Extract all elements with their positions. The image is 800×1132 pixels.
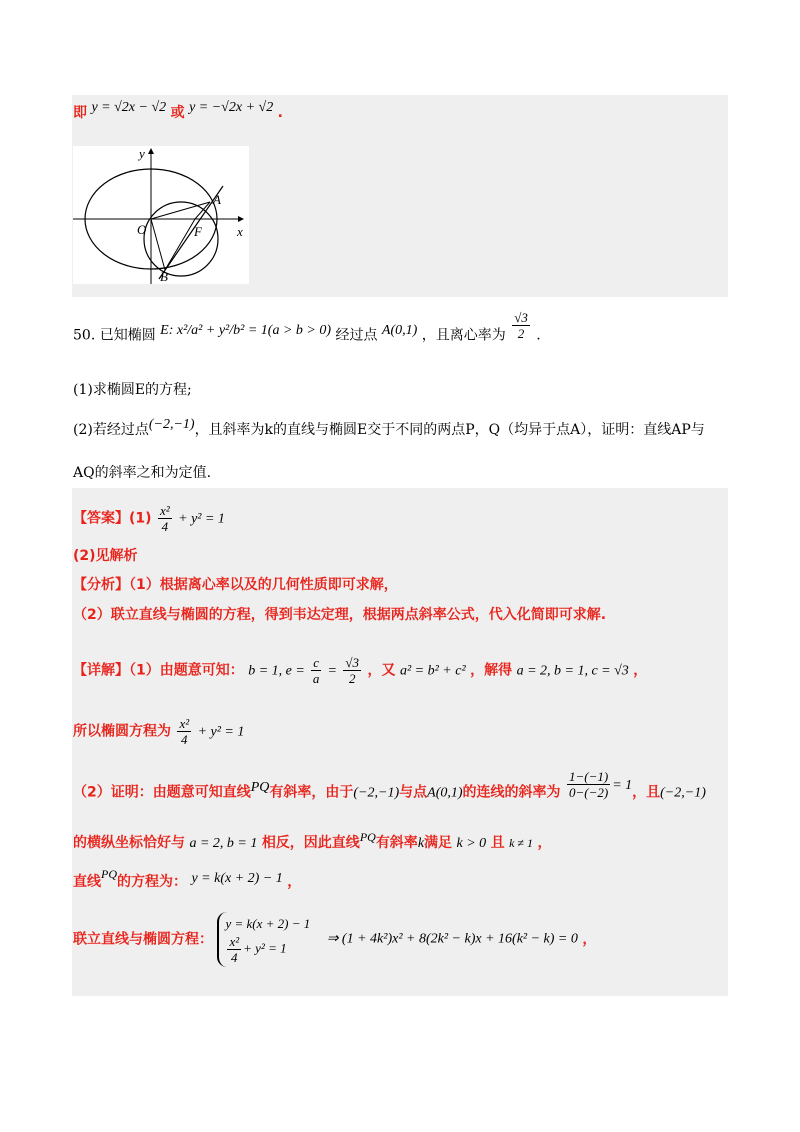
answer-2: (2)见解析 [73, 548, 138, 564]
result-line: 即 y = √2x − √2 或 y = −√2x + √2 . [73, 100, 283, 121]
detail-line-1: 【详解】（1）由题意可知： b = 1, e = $\frac{c}{a}$ = $\frac{√3}{2}$ ，又 a² = b² + c² ，解得 a = 2, b = 1, c = √3 ， [73, 655, 648, 686]
proof-line-2: 的横纵坐标恰好与 a = 2, b = 1 相反，因此直线PQ有斜率k满足 k > 0 且 k ≠ 1 ， [73, 830, 552, 851]
label-x: x [237, 224, 243, 239]
label-A: A [213, 192, 221, 207]
equation-system: y = k(x + 2) − 1 $\frac{\text{x²}}{4}$ + y² = 1 [217, 912, 316, 967]
proof-line-4: 联立直线与椭圆方程： y = k(x + 2) − 1 $\frac{\text{x²}}{4}$ + y² = 1 ⇒ (1 + 4k²)x² + 8(2k² − k)x + 16(k² − k) = 0 ， [73, 912, 596, 967]
segment-FB [165, 219, 195, 270]
answer-line: 【答案】(1) $\frac{\text{x²}}{4}$ + y² = 1 [73, 503, 225, 534]
line-equation-1: y = √2x − √2 [91, 100, 167, 115]
label-B: B [160, 269, 168, 284]
question-2: (2)若经过点(−2,−1)，且斜率为k的直线与椭圆E交于不同的两点P，Q（均异于点A），证明：直线AP与 [73, 417, 705, 438]
analysis-line-1: 【分析】（1）根据离心率以及的几何性质即可求解， [73, 577, 398, 593]
ellipse-result-line: 所以椭圆方程为 $\frac{\text{x²}}{4}$ + y² = 1 [73, 716, 245, 747]
analysis-line-2: （2）联立直线与椭圆的方程，得到韦达定理，根据两点斜率公式，代入化简即可求解. [73, 607, 607, 623]
problem-line-1: 50. 已知椭圆 E: x²/a² + y²/b² = 1(a > b > 0) 经过点 A(0,1) ，且离心率为 $\frac{√3}{2}$ . [73, 310, 541, 344]
ellipse-figure [73, 146, 249, 284]
ellipse-equation: E: x²/a² + y²/b² = 1(a > b > 0) [160, 322, 331, 338]
segment-OB [151, 219, 165, 270]
question-1: (1)求椭圆E的方程; [73, 382, 192, 398]
proof-line-3: 直线PQ的方程为： y = k(x + 2) − 1 ， [73, 867, 302, 890]
eccentricity-fraction: $\frac{√3}{2}$ [514, 310, 528, 341]
circle-curve [144, 202, 218, 276]
label-F: F [194, 224, 202, 239]
segment-OA [151, 202, 210, 219]
line-equation-2: y = −√2x + √2 [189, 100, 274, 115]
label-O: O [137, 222, 147, 237]
proof-line-1: （2）证明：由题意可知直线PQ有斜率，由于(−2,−1)与点A(0,1)的连线的斜率为 $\frac{1-(-1)}{0-(-2)}$ = 1，且(−2,−1) [73, 769, 706, 801]
question-2-cont: AQ的斜率之和为定值. [73, 465, 212, 481]
ellipse-diagram [73, 146, 249, 284]
label-y: y [139, 146, 145, 161]
